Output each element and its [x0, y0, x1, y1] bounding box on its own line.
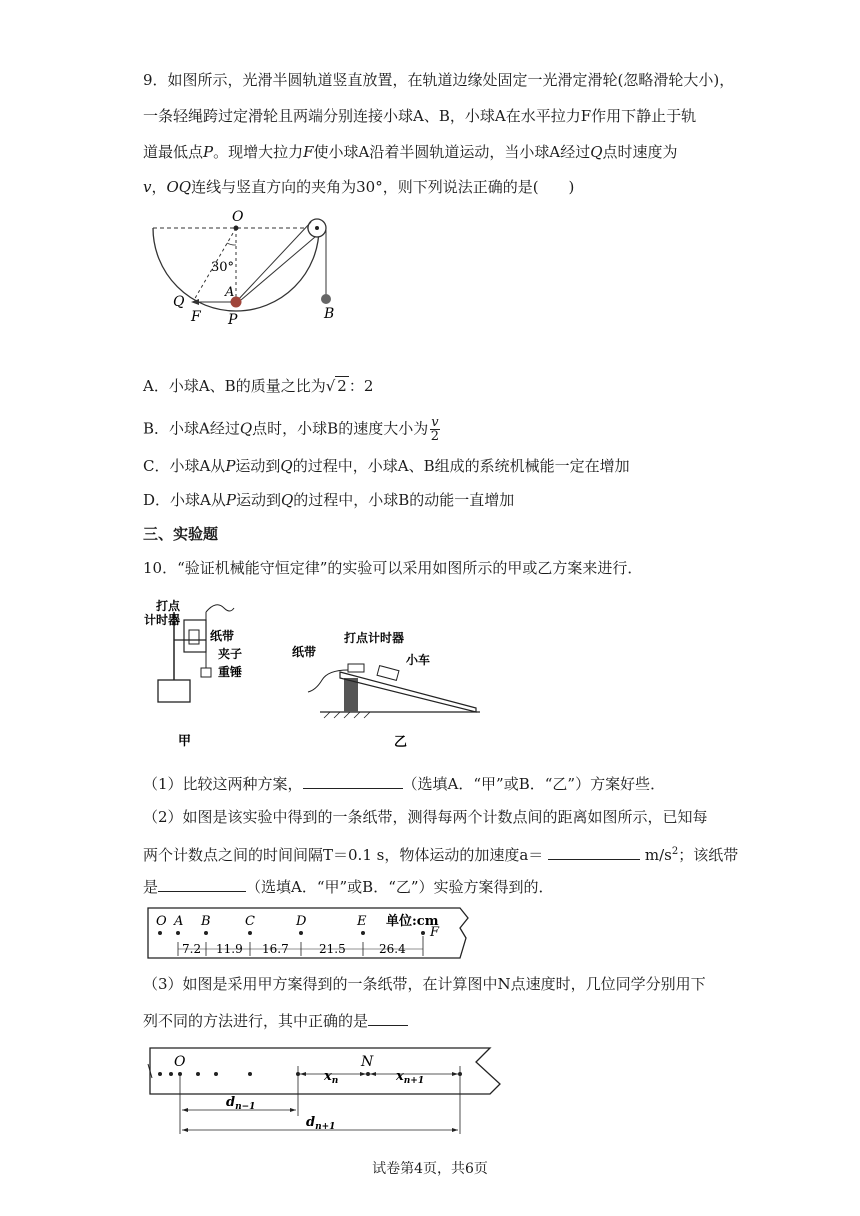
apparatus-yi-figure [290, 622, 490, 752]
q10-part2-line2: 两个计数点之间的时间间隔T＝0.1 s，物体运动的加速度$a= m/s^2$；该纸带 [143, 846, 739, 864]
jia-label-weight: 重锤 [218, 665, 243, 679]
fraction-v-over-2: $\frac{v}{2}$ [430, 415, 440, 444]
tape-unit: 单位:cm [386, 914, 439, 929]
apparatus-jia-figure [140, 592, 260, 752]
tape2-label-xn: x [324, 1069, 332, 1084]
q10-intro: 10．“验证机械能守恒定律”的实验可以采用如图所示的甲或乙方案来进行． [143, 559, 643, 577]
answer-blank-1[interactable] [303, 773, 403, 789]
q9-option-d: D．小球A从P运动到Q的过程中，小球B的动能一直增加 [143, 491, 515, 509]
yi-label-timer: 打点计时器 [344, 631, 405, 645]
fig-label-Q: Q [173, 294, 185, 310]
fig-label-A: A [225, 285, 235, 300]
fig-label-P: P [228, 312, 238, 325]
jia-label-timer: 打点 [156, 599, 181, 613]
q10-part2-line1: （2）如图是该实验中得到的一条纸带，测得每两个计数点间的距离如图所示，已知每 [143, 808, 708, 826]
answer-blank-2[interactable] [548, 844, 640, 860]
q9-option-a: A．小球A、B的质量之比为√ 2 ：2 [143, 377, 374, 395]
jia-label-timer2: 计时器 [144, 613, 181, 627]
q9-line3: 道最低点P。现增大拉力F使小球A沿着半圆轨道运动，当小球A经过Q点时速度为 [143, 143, 678, 161]
tape2-label-xn1: x [396, 1069, 404, 1084]
q10-part3-line1: （3）如图是采用甲方案得到的一条纸带，在计算图中N点速度时，几位同学分别用下 [143, 975, 706, 993]
tape2-label-dn-1: d [226, 1095, 236, 1110]
q10-part3-line2: 列不同的方法进行，其中正确的是 [143, 1010, 408, 1031]
fig-label-F: F [191, 309, 201, 325]
yi-caption: 乙 [394, 735, 408, 750]
tape-distance-1: 7.2 [182, 942, 202, 956]
q10-part1: （1）比较这两种方案， （选填A．“甲”或B．“乙”）方案好些． [143, 775, 666, 793]
q9-line1: 9．如图所示，光滑半圆轨道竖直放置，在轨道边缘处固定一光滑定滑轮(忽略滑轮大小)， [143, 71, 735, 89]
svg-text:dn−1: $d_{n-1}$ [226, 1095, 256, 1112]
answer-blank-4[interactable] [368, 1010, 408, 1026]
tape-points [158, 931, 425, 935]
q9-line4: v，OQ连线与竖直方向的夹角为30°，则下列说法正确的是( ) [143, 178, 575, 196]
tape-label-O: O [156, 914, 167, 929]
jia-label-tape: 纸带 [210, 629, 235, 643]
section-title: 三、实验题 [143, 525, 219, 543]
tape-distance-5: 26.4 [379, 942, 406, 956]
yi-label-cart: 小车 [406, 653, 431, 667]
fig-label-angle: 30° [211, 260, 235, 275]
semicircle-track-figure [145, 205, 355, 325]
paper-tape-n-figure [146, 1044, 506, 1140]
q10-part2-line3: 是 （选填A．“甲”或B．“乙”）实验方案得到的． [143, 878, 554, 896]
yi-label-tape: 纸带 [292, 645, 317, 659]
q9-option-b: B．小球A经过Q点时，小球B的速度大小为 $\frac{v}{2}$ [143, 415, 440, 444]
answer-blank-3[interactable] [158, 876, 246, 892]
jia-caption: 甲 [178, 734, 192, 749]
jia-label-clip: 夹子 [218, 647, 243, 661]
paper-tape-figure [146, 906, 472, 962]
svg-text:xn: $x_n$ [324, 1069, 339, 1086]
tape-label-C: C [245, 914, 255, 929]
sqrt-symbol: √ 2 [325, 377, 347, 395]
page-footer: 试卷第4页，共6页 [372, 1161, 488, 1177]
tape-label-D: D [296, 914, 307, 929]
svg-text:dn+1: $d_{n+1}$ [306, 1115, 336, 1132]
fig-label-B: B [324, 306, 335, 322]
tape-distance-3: 16.7 [262, 942, 289, 956]
tape-label-F: F [430, 925, 440, 940]
fig-label-O: O [232, 209, 244, 225]
svg-text:xn+1: $x_{n+1}$ [396, 1069, 425, 1086]
q9-line2: 一条轻绳跨过定滑轮且两端分别连接小球A、B，小球A在水平拉力F作用下静止于轨 [143, 107, 697, 125]
tape-distance-4: 21.5 [319, 942, 346, 956]
tape-label-B: B [201, 914, 211, 929]
tape-label-E: E [357, 914, 367, 929]
tape2-label-O: O [174, 1054, 186, 1070]
tape2-label-dn+1: d [306, 1115, 316, 1130]
tape2-label-N: N [361, 1054, 374, 1070]
tape-distance-2: 11.9 [216, 942, 243, 956]
tape-label-A: A [174, 914, 184, 929]
q9-option-c: C．小球A从P运动到Q的过程中，小球A、B组成的系统机械能一定在增加 [143, 457, 630, 475]
